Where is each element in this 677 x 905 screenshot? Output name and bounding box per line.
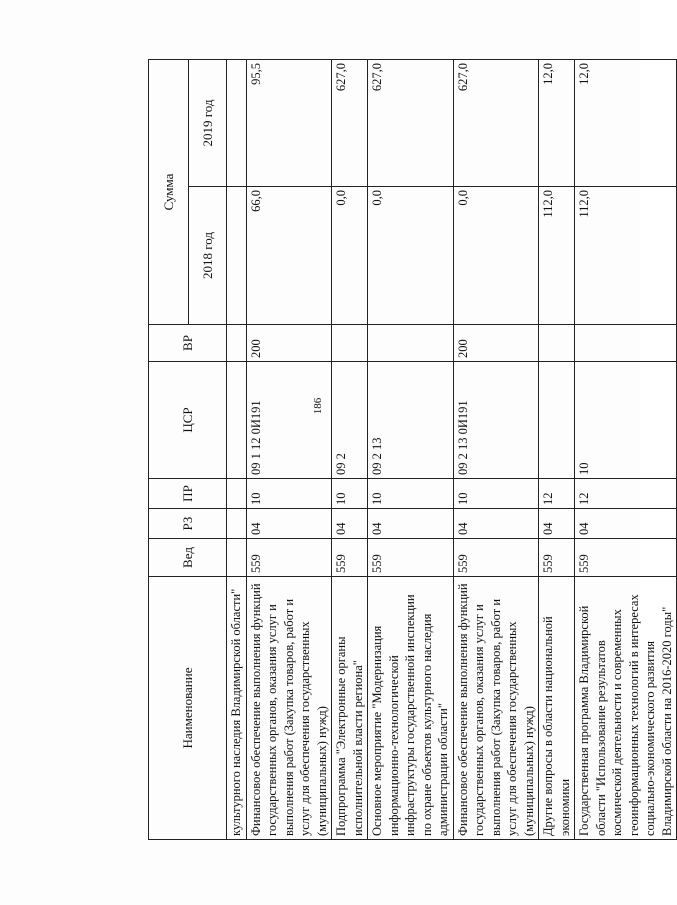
row-pr: 10 (368, 479, 454, 509)
rotated-table-container (148, 60, 674, 840)
row-vr (227, 325, 247, 362)
row-sum-2018: 112,0 (539, 187, 575, 325)
row-ved: 559 (453, 539, 539, 577)
row-rz: 04 (368, 509, 454, 539)
row-sum-2019: 627,0 (368, 60, 454, 187)
row-sum-2018: 0,0 (368, 187, 454, 325)
row-vr (332, 325, 368, 362)
row-sum-2019: 12,0 (539, 60, 575, 187)
row-sum-2019: 95,5 (246, 60, 332, 187)
row-ved: 559 (575, 539, 677, 577)
header-pr: ПР (149, 479, 227, 509)
row-vr (368, 325, 454, 362)
row-sum-2019: 627,0 (332, 60, 368, 187)
row-sum-2018: 112,0 (575, 187, 677, 325)
row-vr (575, 325, 677, 362)
row-sum-2018: 66,0 (246, 187, 332, 325)
row-csr: 09 2 13 (368, 362, 454, 479)
row-rz: 04 (539, 509, 575, 539)
row-pr: 10 (453, 479, 539, 509)
budget-table (148, 59, 677, 840)
table-row (453, 60, 539, 840)
row-vr: 200 (453, 325, 539, 362)
row-vr (539, 325, 575, 362)
row-ved: 559 (368, 539, 454, 577)
row-sum-2019: 12,0 (575, 60, 677, 187)
row-name: Государственная программа Владимирской области "Использование результатов космической деятельности и современных геоинформационных технологий в интересах социально-экономического развития Владимирской области на 2016-2020 годы" (575, 577, 677, 840)
table-row (539, 60, 575, 840)
table-row (575, 60, 677, 840)
row-rz: 04 (453, 509, 539, 539)
row-name: Финансовое обеспечение выполнения функций государственных органов, оказания услуг и выполнения работ (Закупка товаров, работ и услуг для обеспечения государственных (муниципальных) нужд) (453, 577, 539, 840)
header-sum: Сумма (149, 60, 189, 325)
row-rz (227, 509, 247, 539)
row-csr: 09 2 (332, 362, 368, 479)
row-sum-2018: 0,0 (332, 187, 368, 325)
row-csr (227, 362, 247, 479)
table-row (332, 60, 368, 840)
table-row (227, 60, 247, 840)
header-name: Наименование (149, 577, 227, 840)
header-ved: Вед (149, 539, 227, 577)
row-pr: 10 (246, 479, 332, 509)
row-csr: 09 1 12 0И191 (246, 362, 332, 479)
row-sum-2019 (227, 60, 247, 187)
row-name: Подпрограмма "Электронные органы исполнительной власти региона" (332, 577, 368, 840)
row-vr: 200 (246, 325, 332, 362)
row-rz: 04 (332, 509, 368, 539)
row-csr: 10 (575, 362, 677, 479)
row-csr: 09 2 13 0И191 (453, 362, 539, 479)
row-pr: 12 (575, 479, 677, 509)
row-name: Другие вопросы в области национальной экономики (539, 577, 575, 840)
row-ved: 559 (246, 539, 332, 577)
header-csr: ЦСР (149, 362, 227, 479)
page-number: 186 (312, 397, 324, 415)
row-sum-2018 (227, 187, 247, 325)
row-pr: 12 (539, 479, 575, 509)
header-year-2018: 2018 год (189, 187, 227, 325)
row-sum-2018: 0,0 (453, 187, 539, 325)
row-pr (227, 479, 247, 509)
row-ved: 559 (332, 539, 368, 577)
row-name: Финансовое обеспечение выполнения функций государственных органов, оказания услуг и выполнения работ (Закупка товаров, работ и услуг для обеспечения государственных (муниципальных) нужд) (246, 577, 332, 840)
header-year-2019: 2019 год (189, 60, 227, 187)
table-row (368, 60, 454, 840)
row-sum-2019: 627,0 (453, 60, 539, 187)
row-name: культурного наследия Владимирской области" (227, 577, 247, 840)
table-row (246, 60, 332, 840)
row-name: Основное мероприятие "Модернизация информационно-технологической инфраструктуры государственной инспекции по охране объектов культурного наследия администрации области" (368, 577, 454, 840)
header-vr: ВР (149, 325, 227, 362)
row-rz: 04 (575, 509, 677, 539)
row-csr (539, 362, 575, 479)
row-pr: 10 (332, 479, 368, 509)
row-ved: 559 (539, 539, 575, 577)
row-ved (227, 539, 247, 577)
row-rz: 04 (246, 509, 332, 539)
header-rz: РЗ (149, 509, 227, 539)
